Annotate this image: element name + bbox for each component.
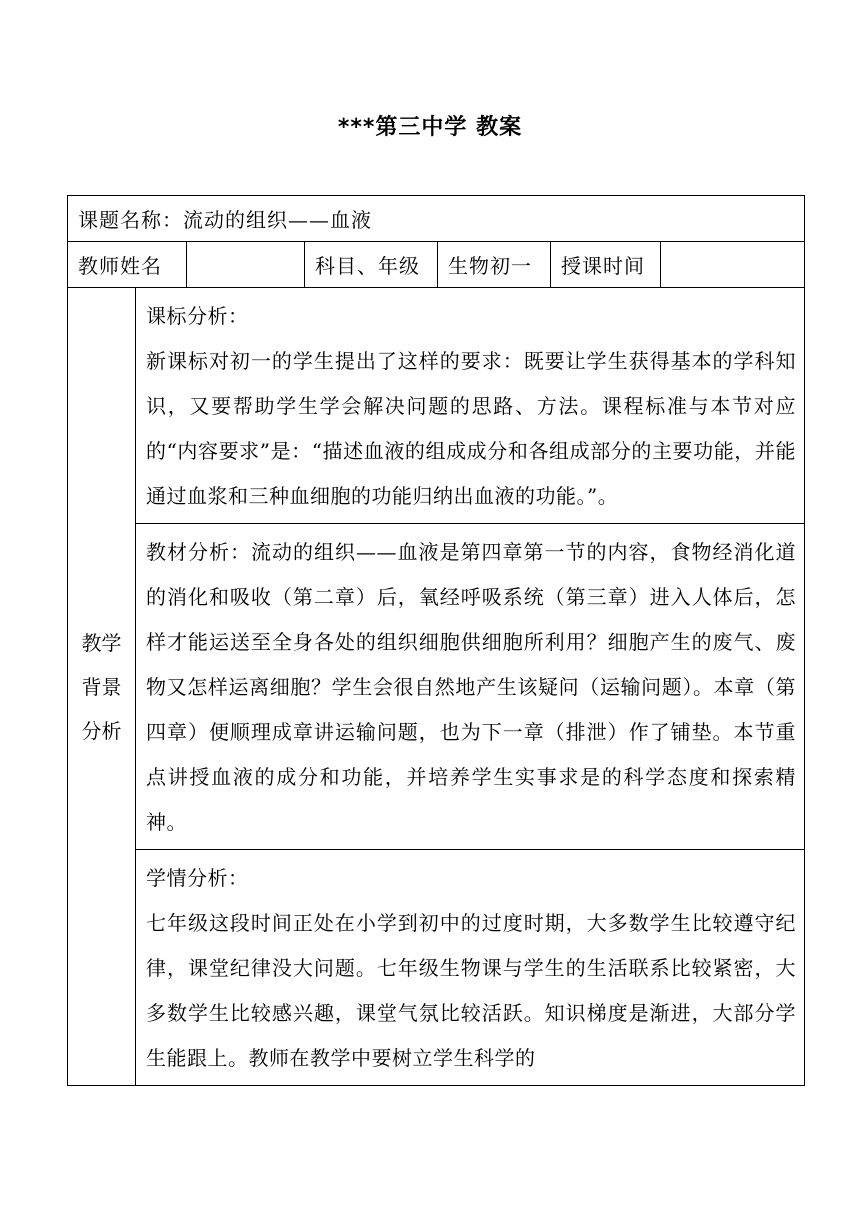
- info-row: [68, 242, 805, 288]
- document-title: ***第三中学 教案: [337, 115, 523, 140]
- student-analysis-text: 七年级这段时间正处在小学到初中的过度时期，大多数学生比较遵守纪律，课堂纪律没大问题。七年级生物课与学生的生活联系比较紧密，大多数学生比较感兴趣，课堂气氛比较活跃。知识梯度是渐进，大部分学生能跟上。教师在教学中要树立学生科学的: [146, 911, 796, 1070]
- topic-value: 流动的组织——血液: [183, 208, 372, 232]
- teacher-name-value: [187, 242, 305, 288]
- topic-row: [68, 196, 805, 242]
- class-time-label: 授课时间: [551, 242, 661, 288]
- curriculum-analysis-cell: [136, 288, 805, 524]
- curriculum-analysis-text: 新课标对初一的学生提出了这样的要求：既要让学生获得基本的学科知识，又要帮助学生学会解决问题的思路、方法。课程标准与本节对应的“内容要求”是：“描述血液的组成成分和各组成部分的主要功能，并能通过血浆和三种血细胞的功能归纳出血液的功能。”。: [146, 349, 796, 508]
- textbook-analysis-cell: [136, 524, 805, 850]
- teacher-name-label: 教师姓名: [68, 242, 187, 288]
- side-label-line: 分析: [81, 718, 122, 743]
- side-label-line: 背景: [81, 674, 122, 699]
- student-analysis-heading: 学情分析：: [146, 866, 249, 890]
- student-analysis-cell: [136, 850, 805, 1086]
- lesson-plan-table: [67, 195, 805, 1086]
- student-analysis-row: [68, 850, 805, 1086]
- background-analysis-label: [68, 288, 136, 1086]
- topic-label: 课题名称：: [78, 208, 183, 232]
- textbook-analysis-text: 教材分析：流动的组织——血液是第四章第一节的内容，食物经消化道的消化和吸收（第二章）后，氧经呼吸系统（第三章）进入人体后，怎样才能运送至全身各处的组织细胞供细胞所利用？细胞产生的废气、废物又怎样运离细胞？学生会很自然地产生该疑问（运输问题）。本章（第四章）便顺理成章讲运输问题，也为下一章（排泄）作了铺垫。本节重点讲授血液的成分和功能，并培养学生实事求是的科学态度和探索精神。: [146, 540, 796, 834]
- topic-cell: [68, 196, 805, 242]
- side-label-line: 教学: [81, 630, 122, 655]
- class-time-value: [661, 242, 805, 288]
- textbook-analysis-row: [68, 524, 805, 850]
- subject-grade-value: 生物初一: [438, 242, 551, 288]
- curriculum-analysis-heading: 课标分析：: [146, 304, 249, 328]
- subject-grade-label: 科目、年级: [305, 242, 438, 288]
- curriculum-analysis-row: [68, 288, 805, 524]
